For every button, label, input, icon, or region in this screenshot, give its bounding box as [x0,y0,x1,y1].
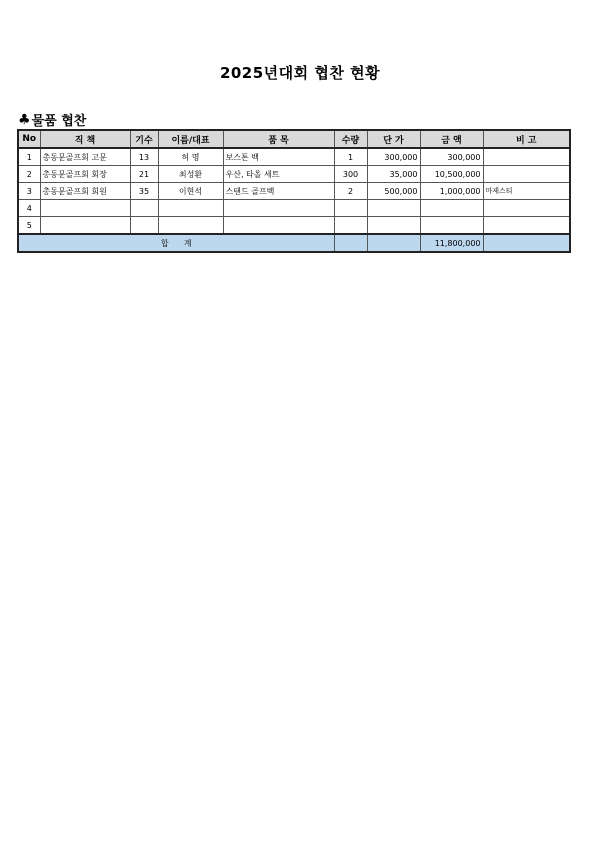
cell-note: 마제스티 [483,183,570,200]
table-row [18,166,570,183]
cell-unit-price [367,200,420,217]
cell-qty: 2 [334,183,367,200]
header-name: 이름/대표 [158,130,223,148]
cell-amount: 300,000 [420,148,483,166]
cell-unit-price: 300,000 [367,148,420,166]
total-amount: 11,800,000 [420,234,483,252]
cell-position: 총동문골프회 회원 [40,183,130,200]
cell-item [223,200,334,217]
cell-name: 이현석 [158,183,223,200]
cell-no: 2 [18,166,40,183]
header-unit-price: 단 가 [367,130,420,148]
table-row [18,183,570,200]
cell-item: 스탠드 골프백 [223,183,334,200]
sponsorship-table [17,129,571,253]
cell-name [158,200,223,217]
cell-note [483,217,570,235]
cell-no: 4 [18,200,40,217]
table-row [18,200,570,217]
cell-name [158,217,223,235]
header-qty: 수량 [334,130,367,148]
cell-item [223,217,334,235]
cell-qty: 1 [334,148,367,166]
cell-name: 허 명 [158,148,223,166]
cell-no: 1 [18,148,40,166]
header-class: 기수 [130,130,158,148]
cell-position [40,217,130,235]
cell-note [483,148,570,166]
cell-note [483,166,570,183]
cell-item: 보스톤 백 [223,148,334,166]
cell-qty: 300 [334,166,367,183]
cell-position: 총동문골프회 회장 [40,166,130,183]
cell-amount [420,217,483,235]
page-title: 2025년대회 협찬 현황 [219,64,381,82]
cell-item: 우산, 타올 세트 [223,166,334,183]
cell-unit-price [367,217,420,235]
cell-amount [420,200,483,217]
header-row [18,130,570,148]
cell-class [130,217,158,235]
cell-amount: 10,500,000 [420,166,483,183]
total-note [483,234,570,252]
section-heading [18,110,86,129]
cell-qty [334,200,367,217]
total-qty [334,234,367,252]
cell-note [483,200,570,217]
total-row [18,234,570,252]
cell-position [40,200,130,217]
cell-position: 총동문골프회 고문 [40,148,130,166]
header-position: 직 책 [40,130,130,148]
total-unit-price [367,234,420,252]
cell-unit-price: 500,000 [367,183,420,200]
cell-class: 21 [130,166,158,183]
cell-qty [334,217,367,235]
cell-class: 35 [130,183,158,200]
total-label: 합 계 [18,234,334,252]
cell-unit-price: 35,000 [367,166,420,183]
section-label: 물품 협찬 [31,114,87,129]
header-amount: 금 액 [420,130,483,148]
club-suit-icon: ♣ [18,111,31,128]
cell-class: 13 [130,148,158,166]
cell-no: 3 [18,183,40,200]
table-row [18,148,570,166]
cell-class [130,200,158,217]
table-row [18,217,570,235]
cell-no: 5 [18,217,40,235]
cell-name: 최성환 [158,166,223,183]
cell-amount: 1,000,000 [420,183,483,200]
header-item: 품 목 [223,130,334,148]
header-no: No [18,130,40,148]
header-note: 비 고 [483,130,570,148]
